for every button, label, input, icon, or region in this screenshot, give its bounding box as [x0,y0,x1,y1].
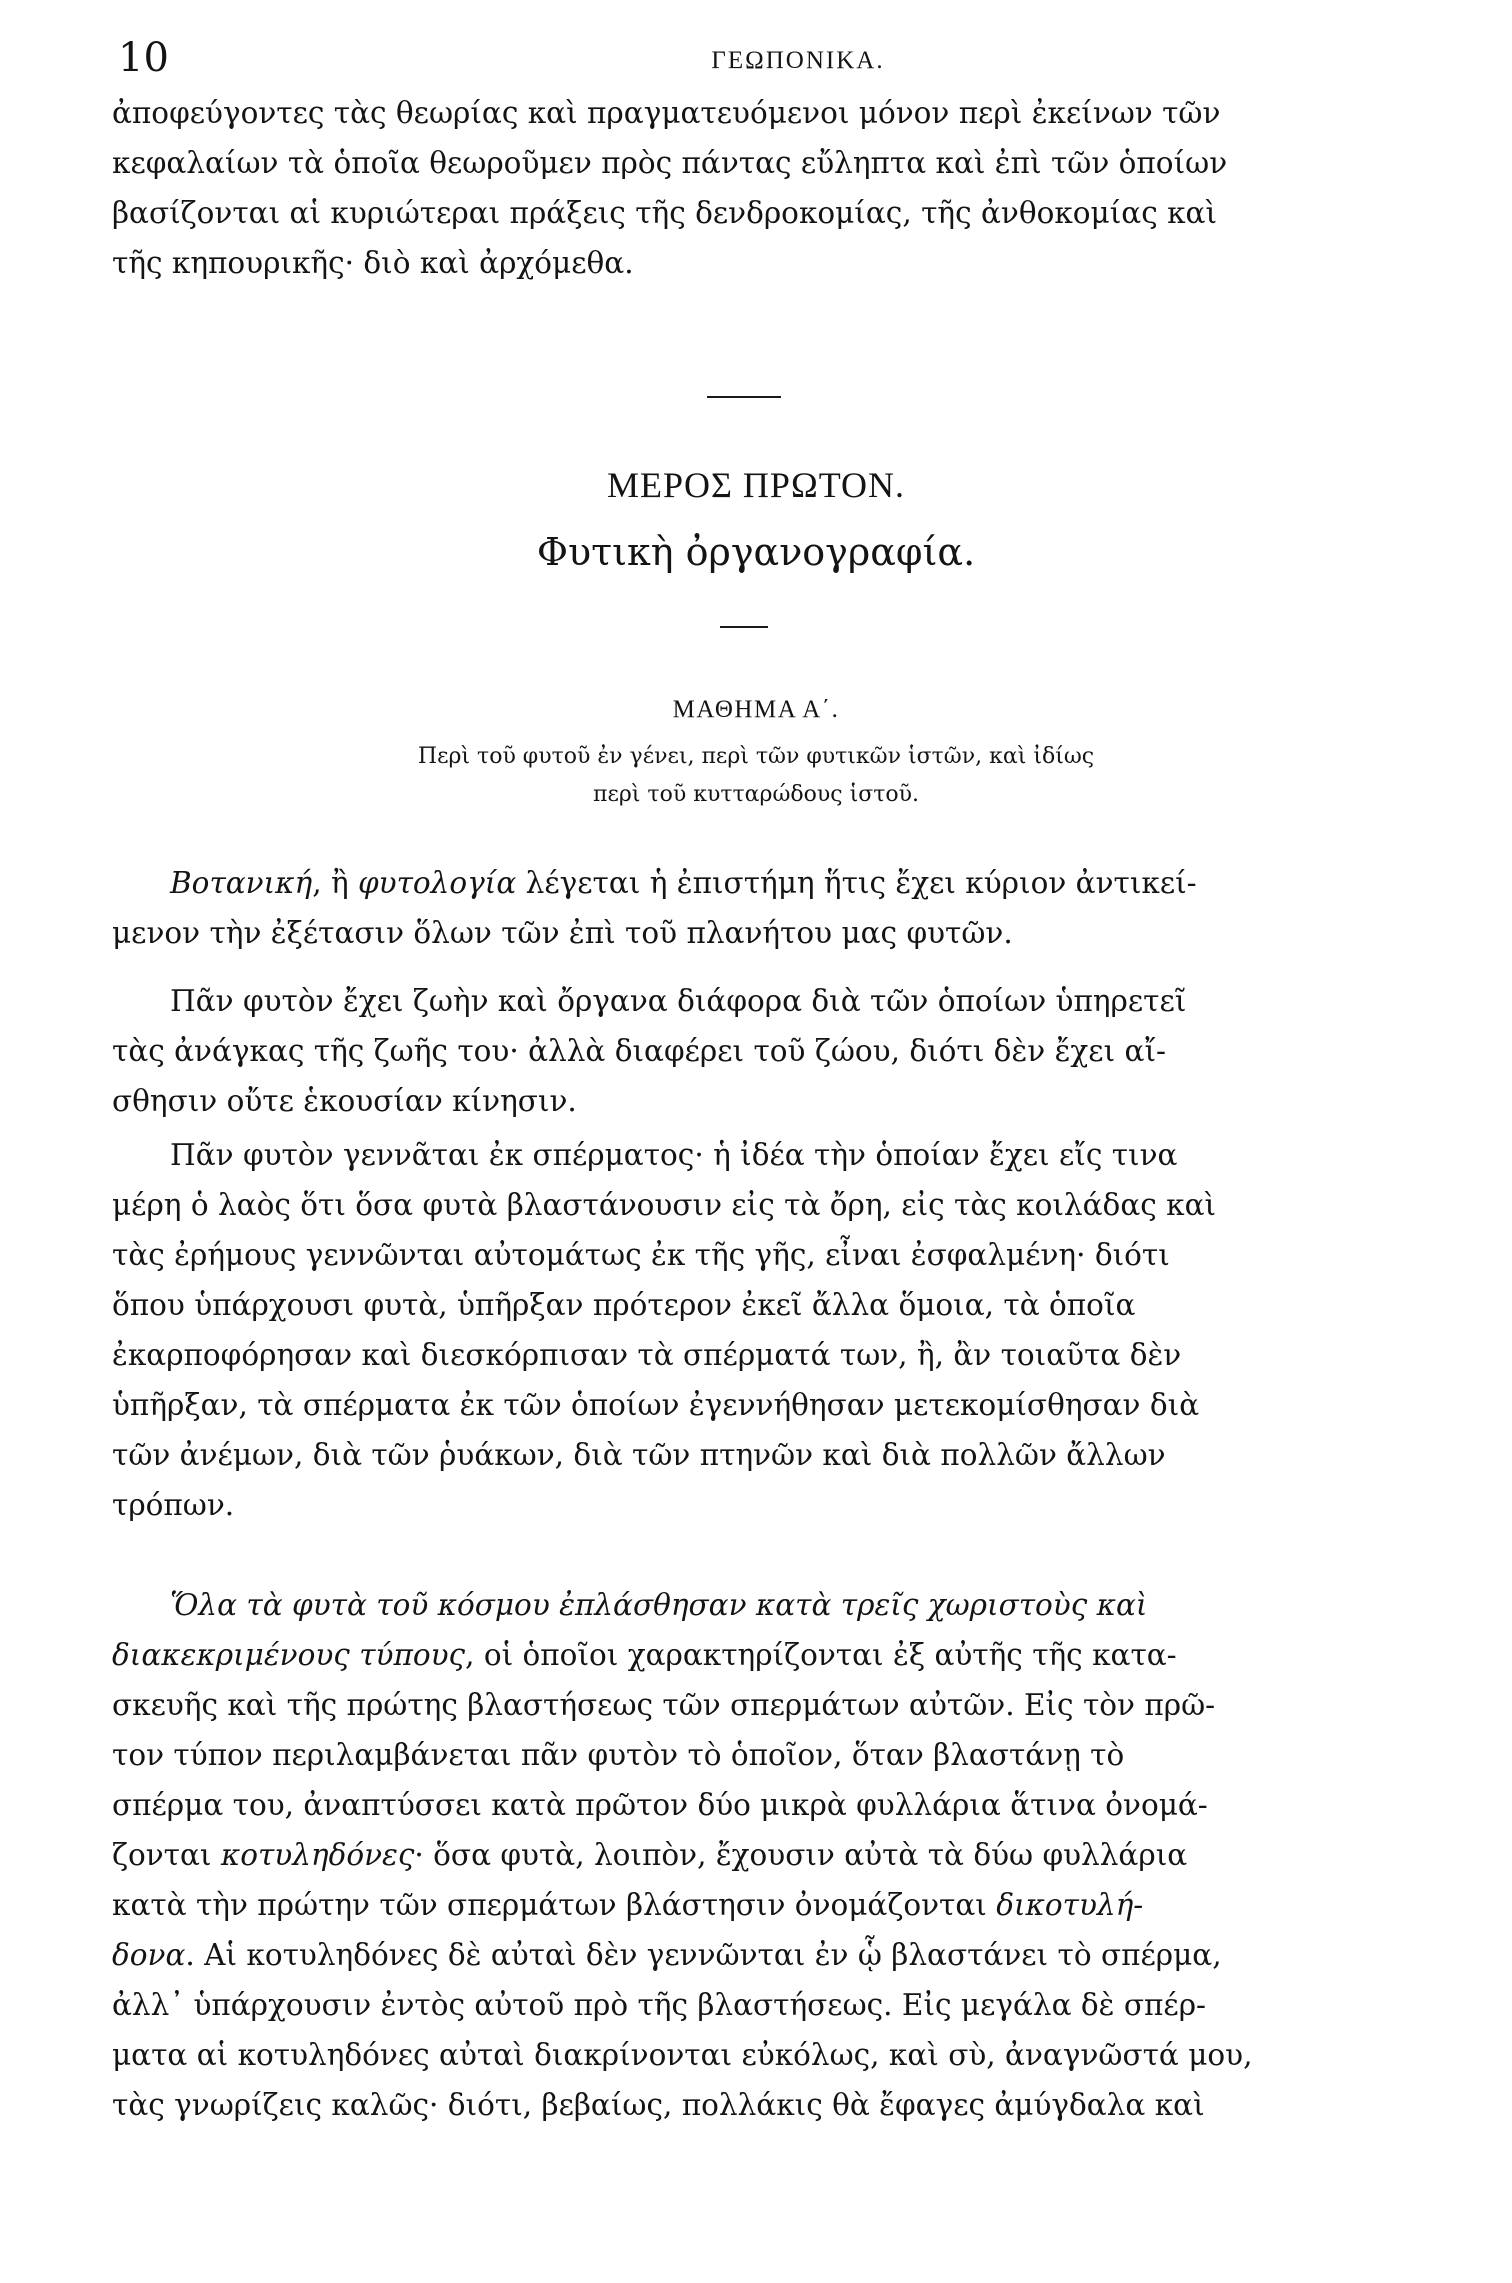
paragraph-plant-types [112,1580,1400,2130]
text-line: ἀποφεύγοντες τὰς θεωρίας καὶ πραγματευόμενοι μόνον περὶ ἐκείνων τῶν [112,96,1221,130]
italic-term: δονα [112,1938,186,1972]
text-line: μενον τὴν ἐξέτασιν ὅλων τῶν ἐπὶ τοῦ πλανήτου μας φυτῶν. [112,916,1013,950]
lesson-title: ΜΑΘΗΜΑ Α΄. [672,696,840,723]
text-line: ματα αἱ κοτυληδόνες αὐταὶ διακρίνονται εὐκόλως, καὶ σὺ, ἀναγνῶστά μου, [112,2038,1253,2072]
text-line: κεφαλαίων τὰ ὁποῖα θεωροῦμεν πρὸς πάντας εὔληπτα καὶ ἐπὶ τῶν ὁποίων [112,146,1228,180]
text-line: τον τύπον περιλαμβάνεται πᾶν φυτὸν τὸ ὁποῖον, ὅταν βλαστάνῃ τὸ [112,1738,1125,1772]
summary-line: Περὶ τοῦ φυτοῦ ἐν γένει, περὶ τῶν φυτικῶν ἱστῶν, καὶ ἰδίως [417,744,1095,769]
text-line: διακεκριμένους τύπους, οἱ ὁποῖοι χαρακτηρίζονται ἐξ αὐτῆς τῆς κατα- [112,1638,1177,1672]
lesson-summary [250,738,1262,814]
running-title: ΓΕΩΠΟΝΙΚΑ. [711,47,885,74]
italic-term: δικοτυλή- [996,1888,1144,1922]
text-line: βασίζονται αἱ κυριώτεραι πράξεις τῆς δενδροκομίας, τῆς ἀνθοκομίας καὶ [112,196,1218,230]
page-number: 10 [118,35,169,81]
text-line: τῶν ἀνέμων, διὰ τῶν ῥυάκων, διὰ τῶν πτηνῶν καὶ διὰ πολλῶν ἄλλων [112,1438,1166,1472]
italic-phrase: διακεκριμένους τύπους [112,1638,466,1672]
section-divider [720,626,768,628]
italic-phrase: Ὅλα τὰ φυτὰ τοῦ κόσμου ἐπλάσθησαν κατὰ τρεῖς χωριστοὺς καὶ [170,1588,1148,1622]
italic-term: κοτυληδόνες [220,1838,415,1872]
text-line: μέρη ὁ λαὸς ὅτι ὅσα φυτὰ βλαστάνουσιν εἰς τὰ ὄρη, εἰς τὰς κοιλάδας καὶ [112,1188,1217,1222]
intro-paragraph [112,88,1400,288]
text-line: κατὰ τὴν πρώτην τῶν σπερμάτων βλάστησιν ὀνομάζονται δικοτυλή- [112,1888,1144,1922]
paragraph-botany [112,858,1400,958]
text-line: ὑπῆρξαν, τὰ σπέρματα ἐκ τῶν ὁποίων ἐγεννήθησαν μετεκομίσθησαν διὰ [112,1388,1200,1422]
italic-term: Βοτανική [170,866,313,900]
text-line: Βοτανική, ἢ φυτολογία λέγεται ἡ ἐπιστήμη ἥτις ἔχει κύριον ἀντικεί- [170,866,1197,900]
text-line: τὰς ἀνάγκας τῆς ζωῆς του· ἀλλὰ διαφέρει τοῦ ζώου, διότι δὲν ἔχει αἴ- [112,1034,1166,1068]
paragraph-plant-life [112,976,1400,1126]
text-line: σθησιν οὔτε ἑκουσίαν κίνησιν. [112,1084,577,1118]
text-line: τῆς κηπουρικῆς· διὸ καὶ ἀρχόμεθα. [112,246,634,280]
text-line: τὰς γνωρίζεις καλῶς· διότι, βεβαίως, πολλάκις θὰ ἔφαγες ἀμύγδαλα καὶ [112,2088,1205,2122]
text-line [112,1580,1400,1630]
text-line: σπέρμα του, ἀναπτύσσει κατὰ πρῶτον δύο μικρὰ φυλλάρια ἅτινα ὀνομά- [112,1788,1208,1822]
summary-line: περὶ τοῦ κυτταρώδους ἱστοῦ. [593,782,919,807]
paragraph-seeds [112,1130,1400,1530]
text-line: δονα. Αἱ κοτυληδόνες δὲ αὐταὶ δὲν γεννῶνται ἐν ᾧ βλαστάνει τὸ σπέρμα, [112,1938,1222,1972]
text-line: Πᾶν φυτὸν ἔχει ζωὴν καὶ ὄργανα διάφορα διὰ τῶν ὁποίων ὑπηρετεῖ [170,984,1187,1018]
italic-term: φυτολογία [358,866,517,900]
part-title: ΜΕΡΟΣ ΠΡΩΤΟΝ. [606,465,906,505]
text-line: ὅπου ὑπάρχουσι φυτὰ, ὑπῆρξαν πρότερον ἐκεῖ ἄλλα ὅμοια, τὰ ὁποῖα [112,1288,1136,1322]
part-subtitle: Φυτικὴ ὀργανογραφία. [536,530,976,574]
text-line: τρόπων. [112,1488,235,1522]
section-divider [707,396,781,398]
text-line: ζονται κοτυληδόνες· ὅσα φυτὰ, λοιπὸν, ἔχουσιν αὐτὰ τὰ δύω φυλλάρια [112,1838,1188,1872]
text-line: ἀλλ᾽ ὑπάρχουσιν ἐντὸς αὐτοῦ πρὸ τῆς βλαστήσεως. Εἰς μεγάλα δὲ σπέρ- [112,1988,1207,2022]
text-line: τὰς ἐρήμους γεννῶνται αὐτομάτως ἐκ τῆς γῆς, εἶναι ἐσφαλμένη· διότι [112,1238,1170,1272]
text-line: ἐκαρποφόρησαν καὶ διεσκόρπισαν τὰ σπέρματά των, ἢ, ἂν τοιαῦτα δὲν [112,1338,1182,1372]
text-line: σκευῆς καὶ τῆς πρώτης βλαστήσεως τῶν σπερμάτων αὐτῶν. Εἰς τὸν πρῶ- [112,1688,1216,1722]
text-line: Πᾶν φυτὸν γεννᾶται ἐκ σπέρματος· ἡ ἰδέα τὴν ὁποίαν ἔχει εἴς τινα [170,1138,1178,1172]
running-head [118,28,1398,88]
